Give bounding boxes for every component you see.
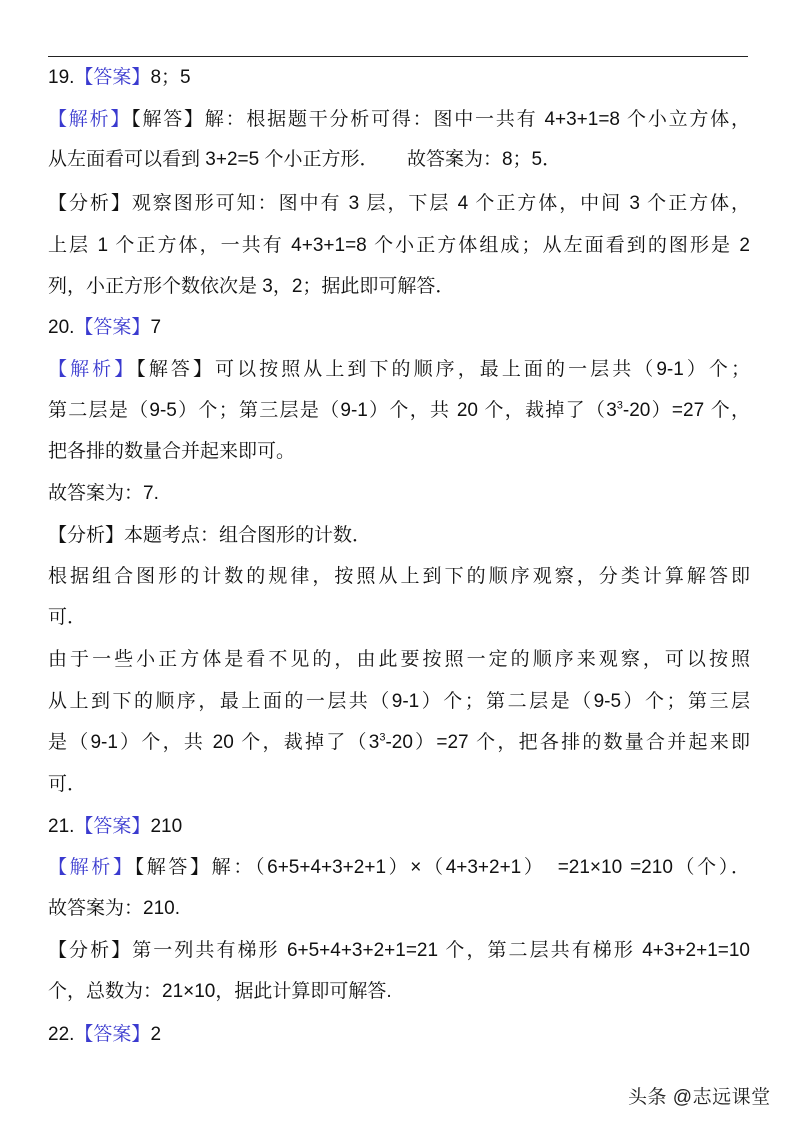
- text-segment: 故答案为：7.: [48, 483, 159, 504]
- superscript: 3: [379, 731, 386, 744]
- text-line: [48, 730, 750, 756]
- text-line: [48, 233, 750, 259]
- superscript: 3: [616, 399, 623, 412]
- text-line: [48, 855, 750, 881]
- text-segment: 个，总数为：21×10，据此计算即可解答.: [48, 981, 392, 1002]
- text-line: [48, 274, 750, 300]
- text-segment: 故答案为：210.: [48, 898, 180, 919]
- text-segment: 【解答】解：根据题干分析可得：图中一共有 4+3+1=8 个小立方体，: [131, 109, 750, 130]
- text-segment: 从上到下的顺序，最上面的一层共（9-1）个；第二层是（9-5）个；第三层: [48, 691, 750, 712]
- text-line: [48, 107, 750, 133]
- text-line: [48, 647, 750, 673]
- section-label: 【解析】: [48, 359, 137, 380]
- text-segment: 8；5: [150, 67, 191, 88]
- text-line: [48, 605, 750, 631]
- text-segment: 由于一些小正方体是看不见的，由此要按照一定的顺序来观察，可以按照: [48, 649, 750, 670]
- text-line: [48, 147, 750, 173]
- text-line: [48, 315, 750, 341]
- text-segment: 20.: [48, 317, 75, 338]
- text-segment: 可．: [48, 607, 87, 628]
- text-segment: 【分析】第一列共有梯形 6+5+4+3+2+1=21 个，第二层共有梯形 4+3+2+1=10: [48, 940, 750, 961]
- header-rule: [48, 56, 748, 57]
- section-label: 【答案】: [74, 317, 151, 338]
- text-line: [48, 1022, 750, 1048]
- text-segment: 【解答】解：（6+5+4+3+2+1）×（4+3+2+1） =21×10 =210（个）．: [134, 857, 750, 878]
- text-line: [48, 357, 750, 383]
- text-line: [48, 979, 750, 1005]
- text-line: [48, 689, 750, 715]
- text-segment: 7: [150, 317, 162, 338]
- text-segment: 21.: [48, 816, 75, 837]
- text-segment: 从左面看可以看到 3+2=5 个小正方形． 故答案为：8；5．: [48, 149, 562, 170]
- text-line: [48, 398, 750, 424]
- section-label: 【答案】: [74, 67, 151, 88]
- text-line: [48, 439, 750, 465]
- text-line: [48, 814, 750, 840]
- section-label: 【答案】: [74, 1024, 151, 1045]
- text-line: [48, 772, 750, 798]
- text-line: [48, 896, 750, 922]
- text-segment: 【分析】观察图形可知：图中有 3 层，下层 4 个正方体，中间 3 个正方体，: [48, 193, 750, 214]
- text-segment: 【分析】本题考点：组合图形的计数．: [48, 525, 372, 546]
- text-segment: 第二层是（9-5）个；第三层是（9-1）个，共 20 个，裁掉了（3: [48, 400, 617, 421]
- text-line: [48, 481, 750, 507]
- text-segment: 列，小正方形个数依次是 3，2；据此即可解答．: [48, 276, 455, 297]
- text-segment: 22.: [48, 1024, 75, 1045]
- text-segment: 可．: [48, 774, 87, 795]
- section-label: 【答案】: [74, 816, 151, 837]
- text-segment: 是（9-1）个，共 20 个，裁掉了（3: [48, 732, 380, 753]
- text-segment: 上层 1 个正方体，一共有 4+3+1=8 个小正方体组成；从左面看到的图形是 2: [48, 235, 750, 256]
- text-line: [48, 65, 750, 91]
- section-label: 【解析】: [48, 109, 132, 130]
- text-line: [48, 938, 750, 964]
- text-line: [48, 523, 750, 549]
- watermark: 头条 @志远课堂: [628, 1087, 771, 1108]
- text-segment: 根据组合图形的计数的规律，按照从上到下的顺序观察，分类计算解答即: [48, 566, 750, 587]
- text-line: [48, 191, 750, 217]
- text-segment: -20）=27 个，: [622, 400, 750, 421]
- text-segment: 【解答】可以按照从上到下的顺序，最上面的一层共（9-1）个；: [136, 359, 750, 380]
- text-segment: 2: [150, 1024, 162, 1045]
- text-segment: 19.: [48, 67, 75, 88]
- text-segment: -20）=27 个，把各排的数量合并起来即: [385, 732, 750, 753]
- section-label: 【解析】: [48, 857, 135, 878]
- text-line: [48, 564, 750, 590]
- text-segment: 把各排的数量合并起来即可。: [48, 441, 296, 462]
- text-segment: 210: [150, 816, 183, 837]
